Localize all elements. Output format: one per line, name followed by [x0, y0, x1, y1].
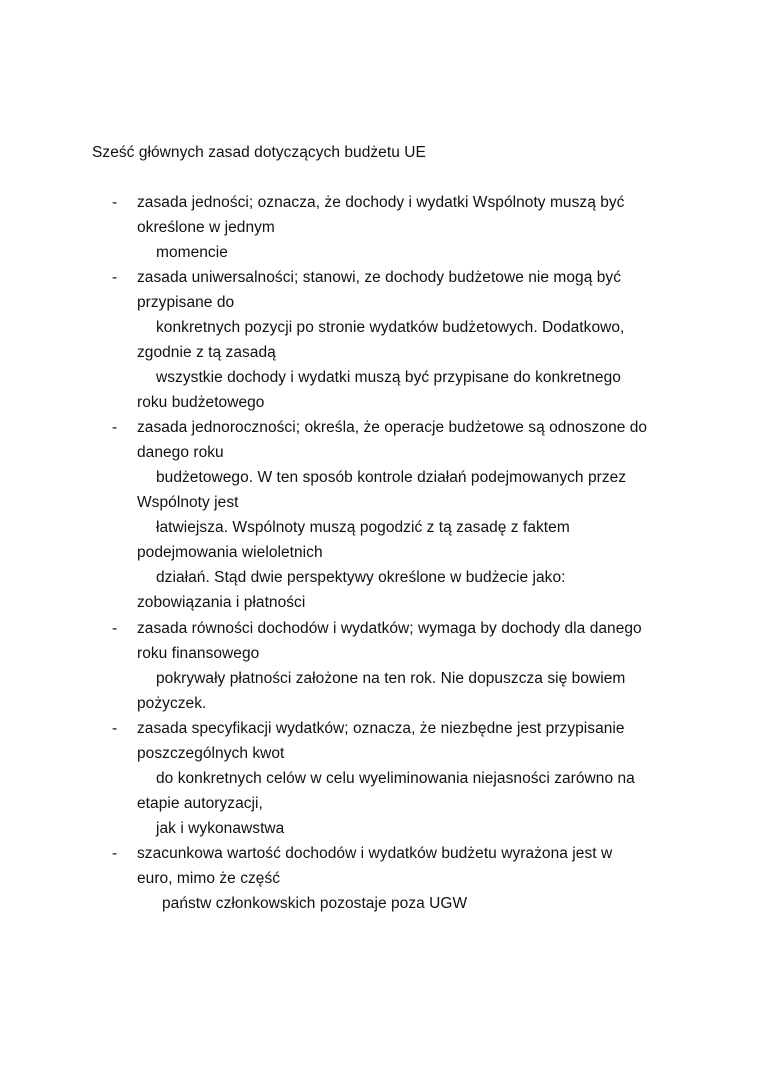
- bullet-dash: -: [112, 194, 118, 211]
- list-item-line: zasada jedności; oznacza, że dochody i wydatki Wspólnoty muszą być: [137, 194, 625, 211]
- list-item-line: budżetowego. W ten sposób kontrole działań podejmowanych przez: [156, 469, 627, 486]
- list-item-line: pokrywały płatności założone na ten rok. Nie dopuszcza się bowiem: [156, 670, 626, 687]
- list-item-line: do konkretnych celów w celu wyeliminowania niejasności zarówno na: [156, 770, 635, 787]
- list-item-line: poszczególnych kwot: [137, 745, 285, 762]
- list-item-line: zobowiązania i płatności: [137, 594, 306, 611]
- list-item-line: zgodnie z tą zasadą: [137, 344, 276, 361]
- list-item-line: jak i wykonawstwa: [156, 820, 285, 837]
- list-item-line: zasada jednoroczności; określa, że operacje budżetowe są odnoszone do: [137, 419, 648, 436]
- list-item-line: etapie autoryzacji,: [137, 795, 263, 812]
- bullet-dash: -: [112, 269, 118, 286]
- list-item-line: euro, mimo że część: [137, 870, 281, 887]
- list-item-line: danego roku: [137, 444, 224, 461]
- bullet-dash: -: [112, 845, 118, 862]
- list-item-line: roku finansowego: [137, 645, 260, 662]
- list-item-line: zasada uniwersalności; stanowi, ze dochody budżetowe nie mogą być: [137, 269, 622, 286]
- list-item-line: łatwiejsza. Wspólnoty muszą pogodzić z tą zasadę z faktem: [156, 519, 570, 536]
- list-item-line: podejmowania wieloletnich: [137, 544, 323, 561]
- list-item-line: wszystkie dochody i wydatki muszą być przypisane do konkretnego: [156, 369, 621, 386]
- list-item-line: pożyczek.: [137, 695, 207, 712]
- bullet-dash: -: [112, 620, 118, 637]
- list-item-line: określone w jednym: [137, 219, 275, 236]
- list-item-line: momencie: [156, 244, 228, 261]
- bullet-dash: -: [112, 720, 118, 737]
- document-title: Sześć głównych zasad dotyczących budżetu UE: [92, 144, 426, 161]
- list-item-line: szacunkowa wartość dochodów i wydatków budżetu wyrażona jest w: [137, 845, 613, 862]
- list-item-line: zasada równości dochodów i wydatków; wymaga by dochody dla danego: [137, 620, 642, 637]
- list-item-line: przypisane do: [137, 294, 235, 311]
- list-item-line: państw członkowskich pozostaje poza UGW: [162, 895, 468, 912]
- list-item-line: roku budżetowego: [137, 394, 265, 411]
- list-item-line: działań. Stąd dwie perspektywy określone w budżecie jako:: [156, 569, 566, 586]
- list-item-line: zasada specyfikacji wydatków; oznacza, że niezbędne jest przypisanie: [137, 720, 625, 737]
- bullet-dash: -: [112, 419, 118, 436]
- list-item-line: konkretnych pozycji po stronie wydatków budżetowych. Dodatkowo,: [156, 319, 625, 336]
- list-item-line: Wspólnoty jest: [137, 494, 239, 511]
